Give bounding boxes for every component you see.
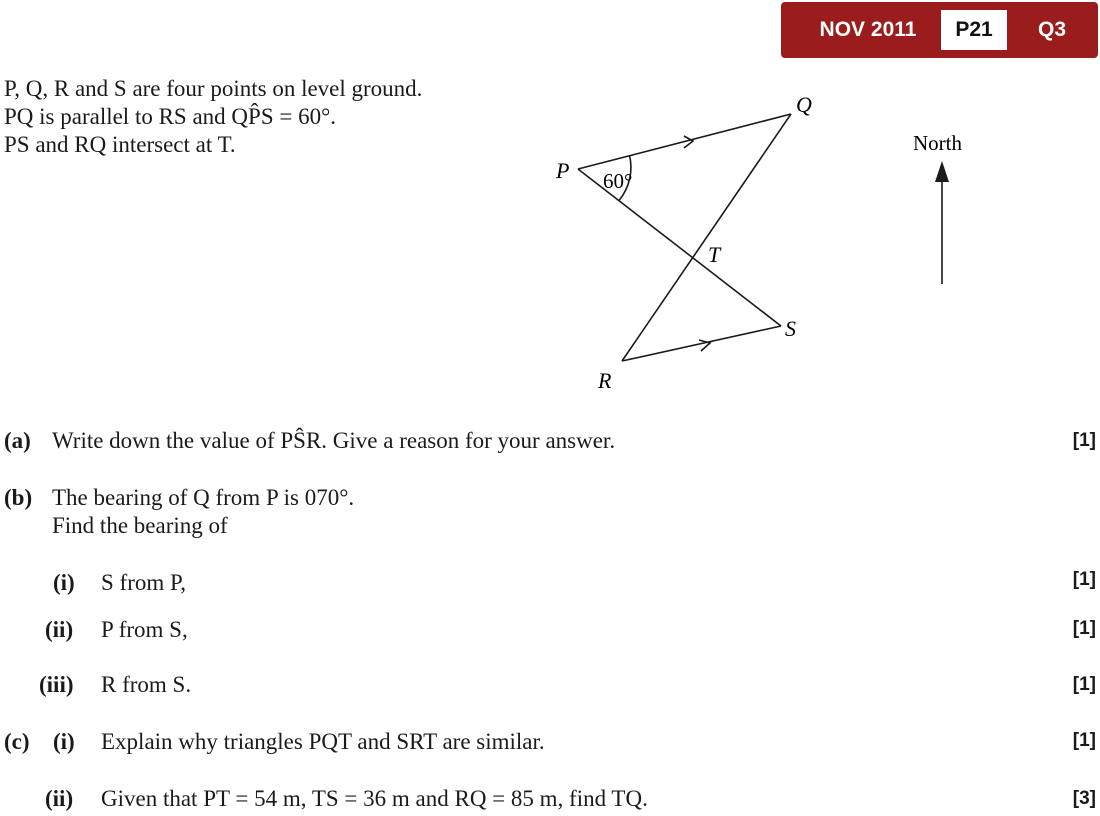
intro-line-2: PQ is parallel to RS and QP̂S = 60°. — [4, 104, 337, 129]
exam-session: NOV 2011 — [819, 18, 917, 41]
part-c-i-marks: [1] — [1072, 730, 1096, 751]
part-b-iii-marks: [1] — [1072, 674, 1096, 695]
part-a-marks: [1] — [1072, 430, 1096, 451]
part-b-line-1: The bearing of Q from P is 070°. — [52, 485, 355, 510]
north-label: North — [913, 131, 962, 155]
geometry-diagram — [0, 0, 1100, 400]
angle-label: 60° — [603, 169, 633, 193]
north-arrow-head — [935, 161, 949, 182]
part-b-i-marks: [1] — [1072, 569, 1096, 590]
line-rs — [622, 326, 781, 361]
part-b-i-text: S from P, — [101, 570, 186, 595]
paper-number: P21 — [941, 10, 1007, 50]
part-b-ii-text: P from S, — [101, 617, 188, 642]
label-t: T — [708, 242, 721, 267]
part-b-i-label: (i) — [53, 570, 75, 595]
part-b-line-2: Find the bearing of — [52, 513, 228, 538]
part-c-ii-marks: [3] — [1072, 788, 1096, 809]
part-b-ii-marks: [1] — [1072, 618, 1096, 639]
part-c-label: (c) — [4, 729, 30, 754]
part-b-iii-text: R from S. — [101, 672, 192, 697]
part-c-i-label: (i) — [53, 729, 75, 754]
label-r: R — [598, 368, 612, 393]
intro-line-1: P, Q, R and S are four points on level ground. — [4, 76, 423, 101]
part-b-ii-label: (ii) — [45, 617, 74, 642]
label-s: S — [785, 316, 796, 341]
part-c-ii-label: (ii) — [45, 786, 74, 811]
part-b-iii-label: (iii) — [39, 672, 74, 697]
part-a-text: Write down the value of PŜR. Give a reason for your answer. — [52, 428, 616, 453]
label-q: Q — [796, 92, 812, 117]
part-b-label: (b) — [4, 485, 33, 510]
part-c-i-text: Explain why triangles PQT and SRT are similar. — [101, 729, 545, 754]
part-c-ii-text: Given that PT = 54 m, TS = 36 m and RQ = 85 m, find TQ. — [101, 786, 648, 811]
part-a-label: (a) — [4, 428, 31, 453]
intro-line-3: PS and RQ intersect at T. — [4, 132, 236, 157]
question-number: Q3 — [1037, 18, 1066, 41]
label-p: P — [556, 158, 570, 183]
